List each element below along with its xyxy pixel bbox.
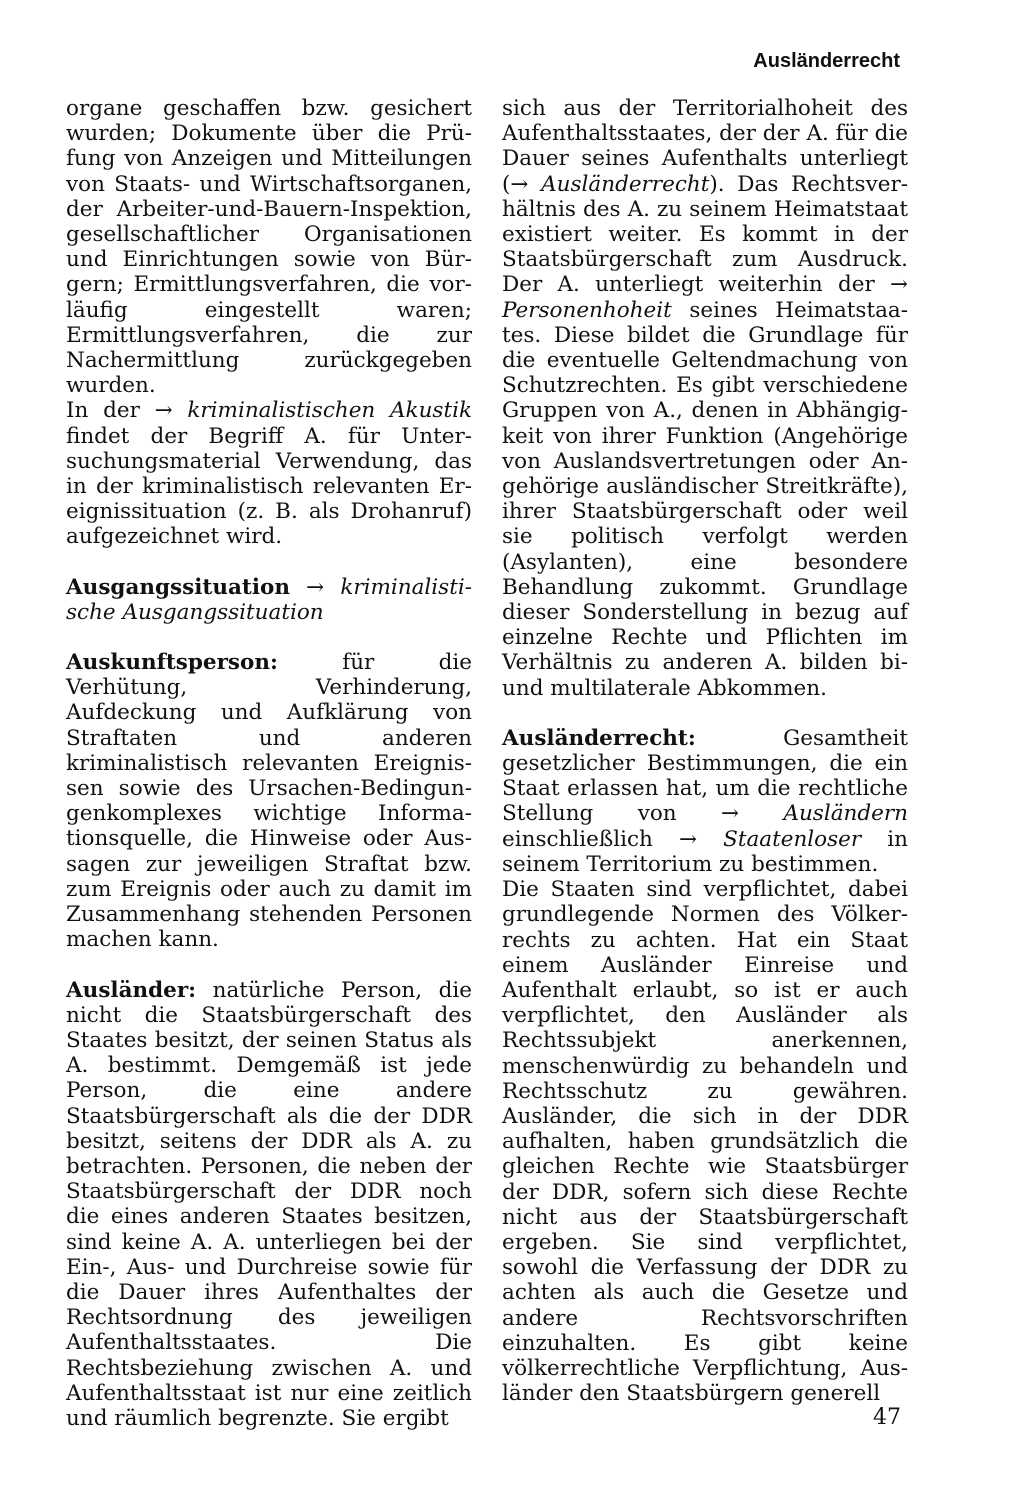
entry-ausgangssituation [66, 575, 472, 625]
entry-definition: für die Verhütung, Verhinderung, Aufdeckung und Aufklärung von Straftaten und anderen kriminalistisch relevanten Ereignissen sowie des Ursachen-Bedingungenkomplexes wichtige Informationsquelle, die Hinweise oder Aussagen zur jeweiligen Straftat bzw. zum Ereignis oder auch zu damit im Zusammenhang stehenden Personen machen kann. [66, 650, 472, 953]
left-column [66, 96, 472, 1431]
continuation-text: seines Heimatstaates. Diese bildet die Grundlage für die eventuelle Geltendmachung von Schutzrechten. Es gibt verschiedene Gruppen von A., denen in Abhängigkeit von ihrer Funktion (Angehörige von Auslandsvertretungen oder Angehörige ausländischer Streitkräfte), ihrer Staatsbürgerschaft oder weil sie politisch verfolgt werden (Asylanten), eine besondere Behandlung zukommt. Grundlage dieser Sonderstellung in bezug auf einzelne Rechte und Pflichten im Verhältnis zu anderen A. bilden bi- und multilaterale Abkommen. [502, 297, 908, 701]
entry-auslaender [66, 978, 472, 1432]
cross-reference-ausgangssituation: kriminalistische Ausgangssituation [66, 574, 472, 625]
cross-reference-staatenloser: Staatenloser [723, 826, 862, 852]
page-number: 47 [873, 1405, 901, 1430]
entry-term: Auskunftsperson: [66, 650, 278, 676]
continuation-paragraph [502, 96, 908, 701]
akustik-paragraph [66, 398, 472, 549]
entry-term: Ausländer: [66, 977, 197, 1003]
cross-reference-auslaendern: Ausländern [783, 801, 908, 827]
cross-reference-personenhoheit: Personenhoheit [502, 297, 672, 323]
cross-reference-akustik: kriminalistischen Akustik [187, 398, 473, 424]
running-head: Ausländerrecht [753, 50, 900, 72]
continuation-text: organe geschaffen bzw. gesichert wurden; Dokumente über die Prüfung von Anzeigen und Mitteilungen von Staats- und Wirtschaftsorganen, der Arbeiter-und-Bauern-Inspektion, gesellschaftlicher Organisationen und Einrichtungen sowie von Bürgern; Ermittlungsverfahren, die vorläufig eingestellt waren; Ermittlungsverfahren, die zur Nachermittlung zurückgegeben wurden. [66, 96, 472, 399]
right-column [502, 96, 908, 1406]
akustik-pre: In der → [66, 398, 188, 424]
entry-term: Ausländerrecht: [502, 725, 696, 751]
continuation-text: sich aus der Territorialhoheit des Aufenthaltsstaates, der der A. für die Dauer seines Aufenthalts unterliegt (→ [502, 96, 908, 197]
entry-auslaenderrecht [502, 726, 908, 877]
entry-definition: Gesamtheit gesetzlicher Bestimmungen, die ein Staat erlassen hat, um die rechtliche Stellung von → [502, 725, 908, 827]
entry-definition: in seinem Territorium zu bestimmen. [502, 826, 909, 877]
continuation-paragraph [66, 96, 472, 398]
continuation-text: ). Das Rechtsverhältnis des A. zu seinem Heimatstaat existiert weiter. Es kommt in der Staatsbürgerschaft zum Ausdruck. Der A. unterliegt weiterhin der → [502, 171, 908, 298]
akustik-post: findet der Begriff A. für Untersuchungsmaterial Verwendung, das in der kriminalistisch relevanten Ereignissituation (z. B. als Drohanruf) aufgezeichnet wird. [66, 423, 472, 550]
entry-definition: natürliche Person, die nicht die Staatsbürgerschaft des Staates besitzt, der seinen Status als A. bestimmt. Demgemäß ist jede Person, die eine andere Staatsbürgerschaft als die der DDR besitzt, seitens der DDR als A. zu betrachten. Personen, die neben der Staatsbürgerschaft der DDR noch die eines anderen Staates besitzen, sind keine A. A. unterliegen bei der Ein-, Aus- und Durchreise sowie für die Dauer ihres Aufenthaltes der Rechtsordnung des jeweiligen Aufenthaltsstaates. Die Rechtsbeziehung zwischen A. und Aufenthaltsstaat ist nur eine zeitlich und räumlich begrenzte. Sie ergibt [66, 977, 472, 1431]
entry-definition: Die Staaten sind verpflichtet, dabei grundlegende Normen des Völkerrechts zu achten. Hat ein Staat einem Ausländer Einreise und Aufenthalt erlaubt, so ist er auch verpflichtet, den Ausländer als Rechtssubjekt anerkennen, menschenwürdig zu behandeln und Rechtsschutz zu gewähren. Ausländer, die sich in der DDR aufhalten, haben grundsätzlich die gleichen Rechte wie Staatsbürger der DDR, sofern sich diese Rechte nicht aus der Staatsbürgerschaft ergeben. Sie sind verpflichtet, sowohl die Verfassung der DDR zu achten als auch die Gesetze und andere Rechtsvorschriften einzuhalten. Es gibt keine völkerrechtliche Verpflichtung, Ausländer den Staatsbürgern generell [502, 877, 908, 1407]
arrow: → [290, 574, 341, 600]
auslaenderrecht-paragraph-2 [502, 877, 908, 1406]
entry-auskunftsperson [66, 650, 472, 952]
cross-reference-auslaenderrecht: Ausländerrecht [541, 171, 710, 197]
entry-definition: einschließlich → [502, 826, 724, 852]
entry-term: Ausgangssituation [66, 574, 290, 600]
